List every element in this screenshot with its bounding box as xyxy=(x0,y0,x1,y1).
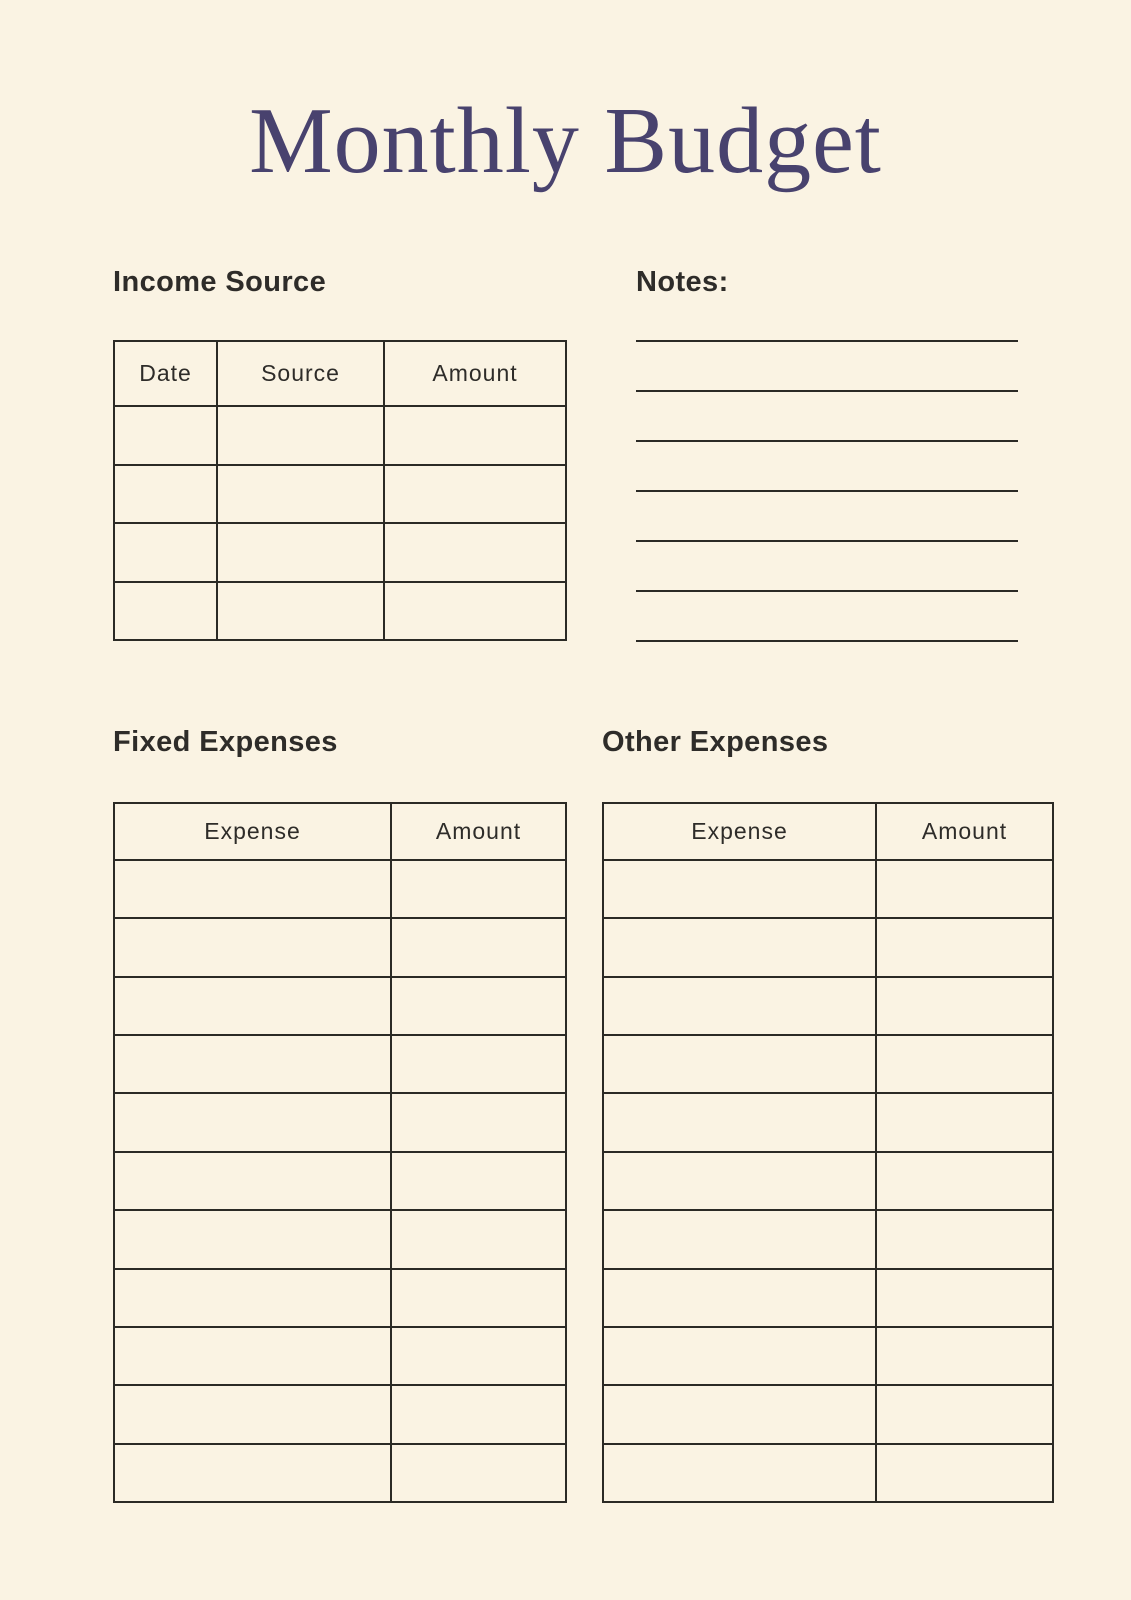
empty-cell xyxy=(114,860,391,918)
empty-table-row xyxy=(603,860,1053,918)
empty-table-row xyxy=(114,1035,566,1093)
other-expenses-heading: Other Expenses xyxy=(602,726,829,758)
empty-cell xyxy=(114,1035,391,1093)
other-col-expense: Expense xyxy=(603,803,876,860)
note-line xyxy=(636,590,1018,592)
empty-table-row xyxy=(114,1269,566,1327)
empty-cell xyxy=(876,1385,1053,1443)
empty-cell xyxy=(384,406,566,465)
fixed-expenses-heading: Fixed Expenses xyxy=(113,726,338,758)
empty-table-row xyxy=(603,1152,1053,1210)
empty-cell xyxy=(384,523,566,582)
empty-cell xyxy=(114,1385,391,1443)
empty-cell xyxy=(603,1385,876,1443)
empty-cell xyxy=(114,1093,391,1151)
note-line xyxy=(636,640,1018,642)
empty-cell xyxy=(876,977,1053,1035)
empty-table-row xyxy=(603,918,1053,976)
empty-table-row xyxy=(114,1444,566,1502)
empty-cell xyxy=(876,1035,1053,1093)
empty-cell xyxy=(114,1152,391,1210)
empty-cell xyxy=(114,1269,391,1327)
empty-table-row xyxy=(114,860,566,918)
note-line xyxy=(636,540,1018,542)
note-line xyxy=(636,340,1018,342)
empty-table-row xyxy=(603,1093,1053,1151)
empty-cell xyxy=(391,1093,566,1151)
empty-cell xyxy=(603,1152,876,1210)
empty-cell xyxy=(114,1444,391,1502)
income-source-table xyxy=(113,340,567,641)
empty-table-row xyxy=(114,1152,566,1210)
empty-table-row xyxy=(603,1327,1053,1385)
empty-cell xyxy=(391,1210,566,1268)
empty-cell xyxy=(217,523,384,582)
empty-cell xyxy=(114,465,217,524)
empty-cell xyxy=(876,1327,1053,1385)
note-line xyxy=(636,440,1018,442)
empty-cell xyxy=(603,1444,876,1502)
empty-cell xyxy=(114,1327,391,1385)
empty-cell xyxy=(384,465,566,524)
fixed-col-amount: Amount xyxy=(391,803,566,860)
empty-cell xyxy=(876,1210,1053,1268)
empty-cell xyxy=(876,1152,1053,1210)
fixed-col-expense: Expense xyxy=(114,803,391,860)
empty-table-row xyxy=(114,1093,566,1151)
income-col-amount: Amount xyxy=(384,341,566,406)
income-col-date: Date xyxy=(114,341,217,406)
other-expenses-table xyxy=(602,802,1054,1503)
note-line xyxy=(636,390,1018,392)
empty-table-row xyxy=(603,1035,1053,1093)
empty-cell xyxy=(391,1444,566,1502)
empty-cell xyxy=(391,1385,566,1443)
empty-cell xyxy=(217,582,384,641)
income-header-row xyxy=(114,341,566,406)
empty-cell xyxy=(391,1269,566,1327)
empty-cell xyxy=(391,1327,566,1385)
empty-cell xyxy=(114,918,391,976)
empty-cell xyxy=(603,918,876,976)
empty-cell xyxy=(603,1093,876,1151)
other-col-amount: Amount xyxy=(876,803,1053,860)
other-expenses-header-row xyxy=(603,803,1053,860)
empty-cell xyxy=(603,1035,876,1093)
empty-cell xyxy=(217,406,384,465)
empty-table-row xyxy=(114,523,566,582)
empty-table-row xyxy=(114,406,566,465)
empty-table-row xyxy=(603,1269,1053,1327)
fixed-expenses-table xyxy=(113,802,567,1503)
empty-cell xyxy=(217,465,384,524)
notes-lines xyxy=(636,340,1018,642)
empty-cell xyxy=(114,523,217,582)
income-source-heading: Income Source xyxy=(113,266,327,298)
empty-cell xyxy=(391,1152,566,1210)
empty-cell xyxy=(603,1269,876,1327)
empty-table-row xyxy=(603,977,1053,1035)
empty-table-row xyxy=(114,918,566,976)
empty-table-row xyxy=(114,1210,566,1268)
empty-cell xyxy=(876,1093,1053,1151)
empty-table-row xyxy=(114,1327,566,1385)
empty-cell xyxy=(384,582,566,641)
empty-cell xyxy=(114,977,391,1035)
empty-cell xyxy=(876,1444,1053,1502)
empty-cell xyxy=(876,860,1053,918)
empty-table-row xyxy=(603,1444,1053,1502)
empty-table-row xyxy=(603,1385,1053,1443)
page-title: Monthly Budget xyxy=(249,89,882,193)
empty-cell xyxy=(603,1327,876,1385)
fixed-expenses-header-row xyxy=(114,803,566,860)
empty-cell xyxy=(603,1210,876,1268)
empty-table-row xyxy=(114,977,566,1035)
empty-cell xyxy=(603,977,876,1035)
empty-cell xyxy=(391,977,566,1035)
empty-cell xyxy=(876,1269,1053,1327)
empty-cell xyxy=(391,1035,566,1093)
empty-cell xyxy=(603,860,876,918)
income-col-source: Source xyxy=(217,341,384,406)
empty-table-row xyxy=(114,582,566,641)
empty-table-row xyxy=(114,1385,566,1443)
empty-cell xyxy=(876,918,1053,976)
note-line xyxy=(636,490,1018,492)
empty-table-row xyxy=(603,1210,1053,1268)
empty-cell xyxy=(114,1210,391,1268)
empty-cell xyxy=(391,918,566,976)
empty-cell xyxy=(391,860,566,918)
empty-table-row xyxy=(114,465,566,524)
empty-cell xyxy=(114,406,217,465)
notes-heading: Notes: xyxy=(636,266,729,298)
empty-cell xyxy=(114,582,217,641)
